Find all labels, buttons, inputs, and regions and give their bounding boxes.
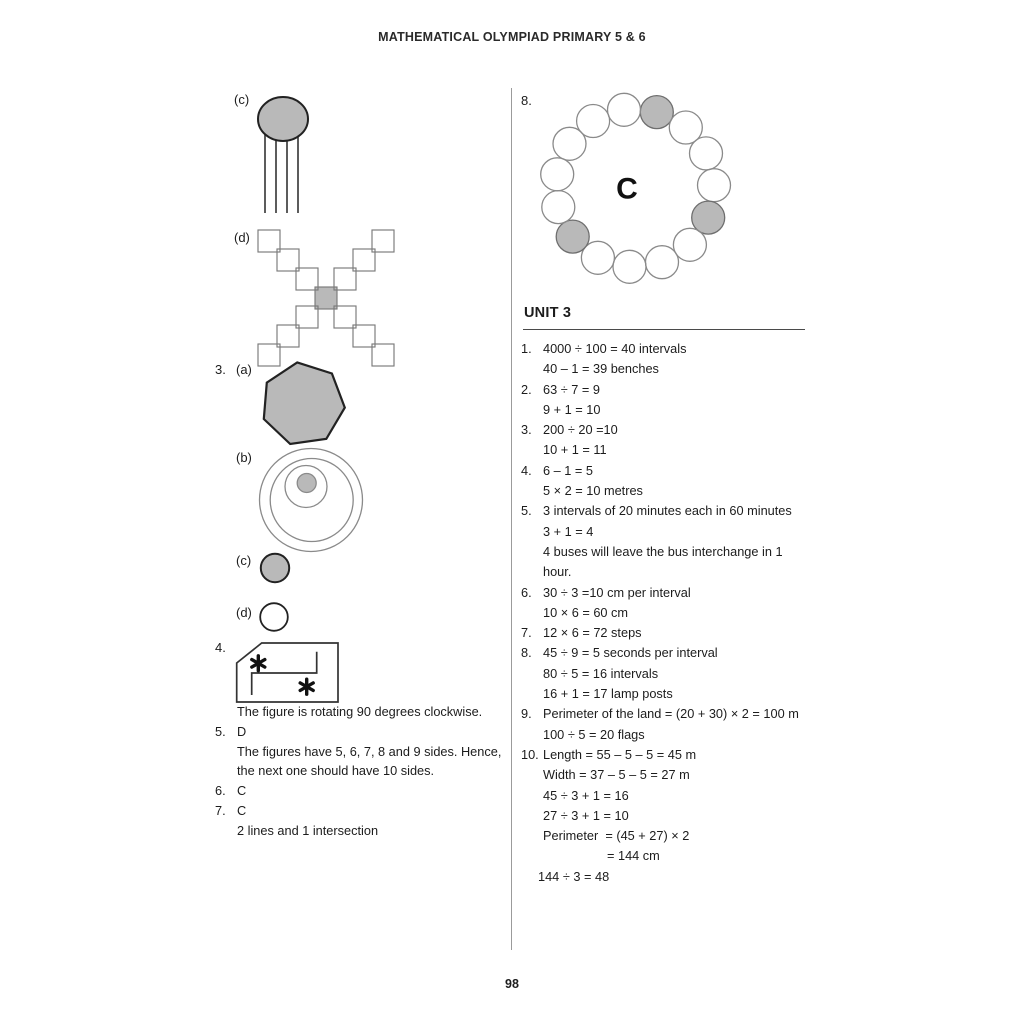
item-number: 2. xyxy=(521,381,532,397)
item-number: 7. xyxy=(215,802,226,818)
item-text: 40 – 1 = 39 benches xyxy=(543,361,659,377)
ring-center-letter: C xyxy=(616,172,638,206)
solution-line xyxy=(521,562,831,582)
item-text: 144 ÷ 3 = 48 xyxy=(538,868,610,884)
asterisk-icon xyxy=(300,679,313,694)
circle-with-lines-figure xyxy=(253,90,319,216)
ring-white-circle xyxy=(613,250,646,283)
ring-white-circle xyxy=(542,191,575,224)
item-text: 27 ÷ 3 + 1 = 10 xyxy=(543,807,629,823)
item-text: 3 intervals of 20 minutes each in 60 minutes xyxy=(543,503,792,519)
ring-white-circle xyxy=(541,158,574,191)
ring-gray-circle xyxy=(640,96,673,129)
item-number: 5. xyxy=(215,723,226,739)
item-text: 5 × 2 = 10 metres xyxy=(543,483,643,499)
solution-line xyxy=(521,745,831,765)
ring-white-circle xyxy=(577,105,610,138)
solution-line xyxy=(215,821,515,841)
solution-line xyxy=(521,623,831,643)
solution-line xyxy=(521,725,831,745)
concentric-circles-figure xyxy=(253,445,371,557)
cross-of-squares-figure xyxy=(253,228,401,370)
question-4-number: 4. xyxy=(215,640,226,655)
item-text: 10 + 1 = 11 xyxy=(543,442,607,458)
solution-line xyxy=(215,761,515,781)
unit3-heading: UNIT 3 xyxy=(524,305,572,321)
solution-line xyxy=(521,765,831,785)
item-number: 4. xyxy=(521,462,532,478)
solution-line xyxy=(521,339,831,359)
solution-line xyxy=(521,359,831,379)
item-number: 6. xyxy=(521,584,532,600)
item-text: 63 ÷ 7 = 9 xyxy=(543,381,600,397)
circle-ring-figure xyxy=(540,86,745,291)
item-text: 200 ÷ 20 =10 xyxy=(543,422,618,438)
item-text: 3 + 1 = 4 xyxy=(543,523,594,539)
asterisk-icon xyxy=(252,656,265,671)
item-text: C xyxy=(237,802,247,818)
option-a-label: (a) xyxy=(236,362,252,377)
item-text: Width = 37 – 5 – 5 = 27 m xyxy=(543,767,690,783)
item-text: 4 buses will leave the bus interchange in 1 xyxy=(543,543,783,559)
solution-line xyxy=(521,704,831,724)
item-text: 4000 ÷ 100 = 40 intervals xyxy=(543,341,687,356)
item-text: The figures have 5, 6, 7, 8 and 9 sides. Hence, xyxy=(237,743,502,759)
heptagon-figure xyxy=(258,360,350,448)
solution-line xyxy=(521,643,831,663)
item-text: = 144 cm xyxy=(607,848,660,864)
solution-line xyxy=(521,420,831,440)
item-text: D xyxy=(237,723,247,739)
item-text: Length = 55 – 5 – 5 = 45 m xyxy=(543,746,697,762)
ring-white-circle xyxy=(608,93,641,126)
item-text: 12 × 6 = 72 steps xyxy=(543,625,642,641)
item-text: C xyxy=(237,783,247,799)
item-text: 6 – 1 = 5 xyxy=(543,462,593,478)
solution-line xyxy=(521,522,831,542)
solution-line xyxy=(521,846,831,866)
solution-line xyxy=(521,826,831,846)
gray-circle-figure xyxy=(258,551,292,585)
unit3-solutions-list xyxy=(521,339,831,887)
item-text: 16 + 1 = 17 lamp posts xyxy=(543,686,673,702)
solution-line xyxy=(516,867,831,887)
option-c-label: (c) xyxy=(234,92,250,107)
solution-line xyxy=(215,722,515,742)
solution-line xyxy=(215,801,515,821)
solution-line xyxy=(521,806,831,826)
item-text: 100 ÷ 5 = 20 flags xyxy=(543,726,645,742)
item-number: 6. xyxy=(215,783,226,799)
page-number: 98 xyxy=(505,977,519,991)
question-8-number: 8. xyxy=(521,93,532,108)
solution-line xyxy=(215,781,515,801)
solution-line xyxy=(521,583,831,603)
ring-white-circle xyxy=(673,228,706,261)
option-c2-label: (c) xyxy=(236,553,252,568)
item-text: Perimeter = (45 + 27) × 2 xyxy=(543,828,690,844)
ring-white-circle xyxy=(646,246,679,279)
page-header-title: MATHEMATICAL OLYMPIAD PRIMARY 5 & 6 xyxy=(378,30,646,44)
item-text: 10 × 6 = 60 cm xyxy=(543,604,629,620)
item-number: 8. xyxy=(521,645,532,661)
item-number: 5. xyxy=(521,503,532,519)
rotating-figure xyxy=(232,636,344,708)
item-text: 9 + 1 = 10 xyxy=(543,401,601,417)
item-text: The figure is rotating 90 degrees clockwise. xyxy=(237,704,483,719)
item-text: Perimeter of the land = (20 + 30) × 2 = 100 m xyxy=(543,706,799,722)
solution-line xyxy=(215,742,515,762)
item-number: 1. xyxy=(521,341,532,356)
ring-gray-circle xyxy=(556,220,589,253)
solution-line xyxy=(521,461,831,481)
solution-line xyxy=(521,400,831,420)
solution-line xyxy=(521,481,831,501)
item-number: 10. xyxy=(521,746,539,762)
solution-line xyxy=(521,664,831,684)
left-answers-list xyxy=(215,702,515,841)
option-d2-label: (d) xyxy=(236,605,252,620)
solution-line xyxy=(521,501,831,521)
ring-white-circle xyxy=(698,169,731,202)
item-text: 45 ÷ 9 = 5 seconds per interval xyxy=(543,645,718,661)
solution-line xyxy=(521,380,831,400)
solution-line xyxy=(521,542,831,562)
item-text: hour. xyxy=(543,564,572,580)
option-d-label: (d) xyxy=(234,230,250,245)
item-text: 30 ÷ 3 =10 cm per interval xyxy=(543,584,691,600)
unit3-heading-rule xyxy=(523,329,805,330)
item-text: 2 lines and 1 intersection xyxy=(237,822,379,838)
item-text: 80 ÷ 5 = 16 intervals xyxy=(543,665,659,681)
item-number: 7. xyxy=(521,625,532,641)
solution-line xyxy=(215,702,515,722)
option-b-label: (b) xyxy=(236,450,252,465)
solution-line xyxy=(521,440,831,460)
item-text: the next one should have 10 sides. xyxy=(237,763,435,779)
question-3-number: 3. xyxy=(215,362,226,377)
solution-line xyxy=(521,603,831,623)
item-text: 45 ÷ 3 + 1 = 16 xyxy=(543,787,629,803)
ring-white-circle xyxy=(690,137,723,170)
item-number: 9. xyxy=(521,706,532,722)
white-circle-figure xyxy=(258,600,292,634)
solution-line xyxy=(521,684,831,704)
item-number: 3. xyxy=(521,422,532,438)
solution-line xyxy=(521,786,831,806)
